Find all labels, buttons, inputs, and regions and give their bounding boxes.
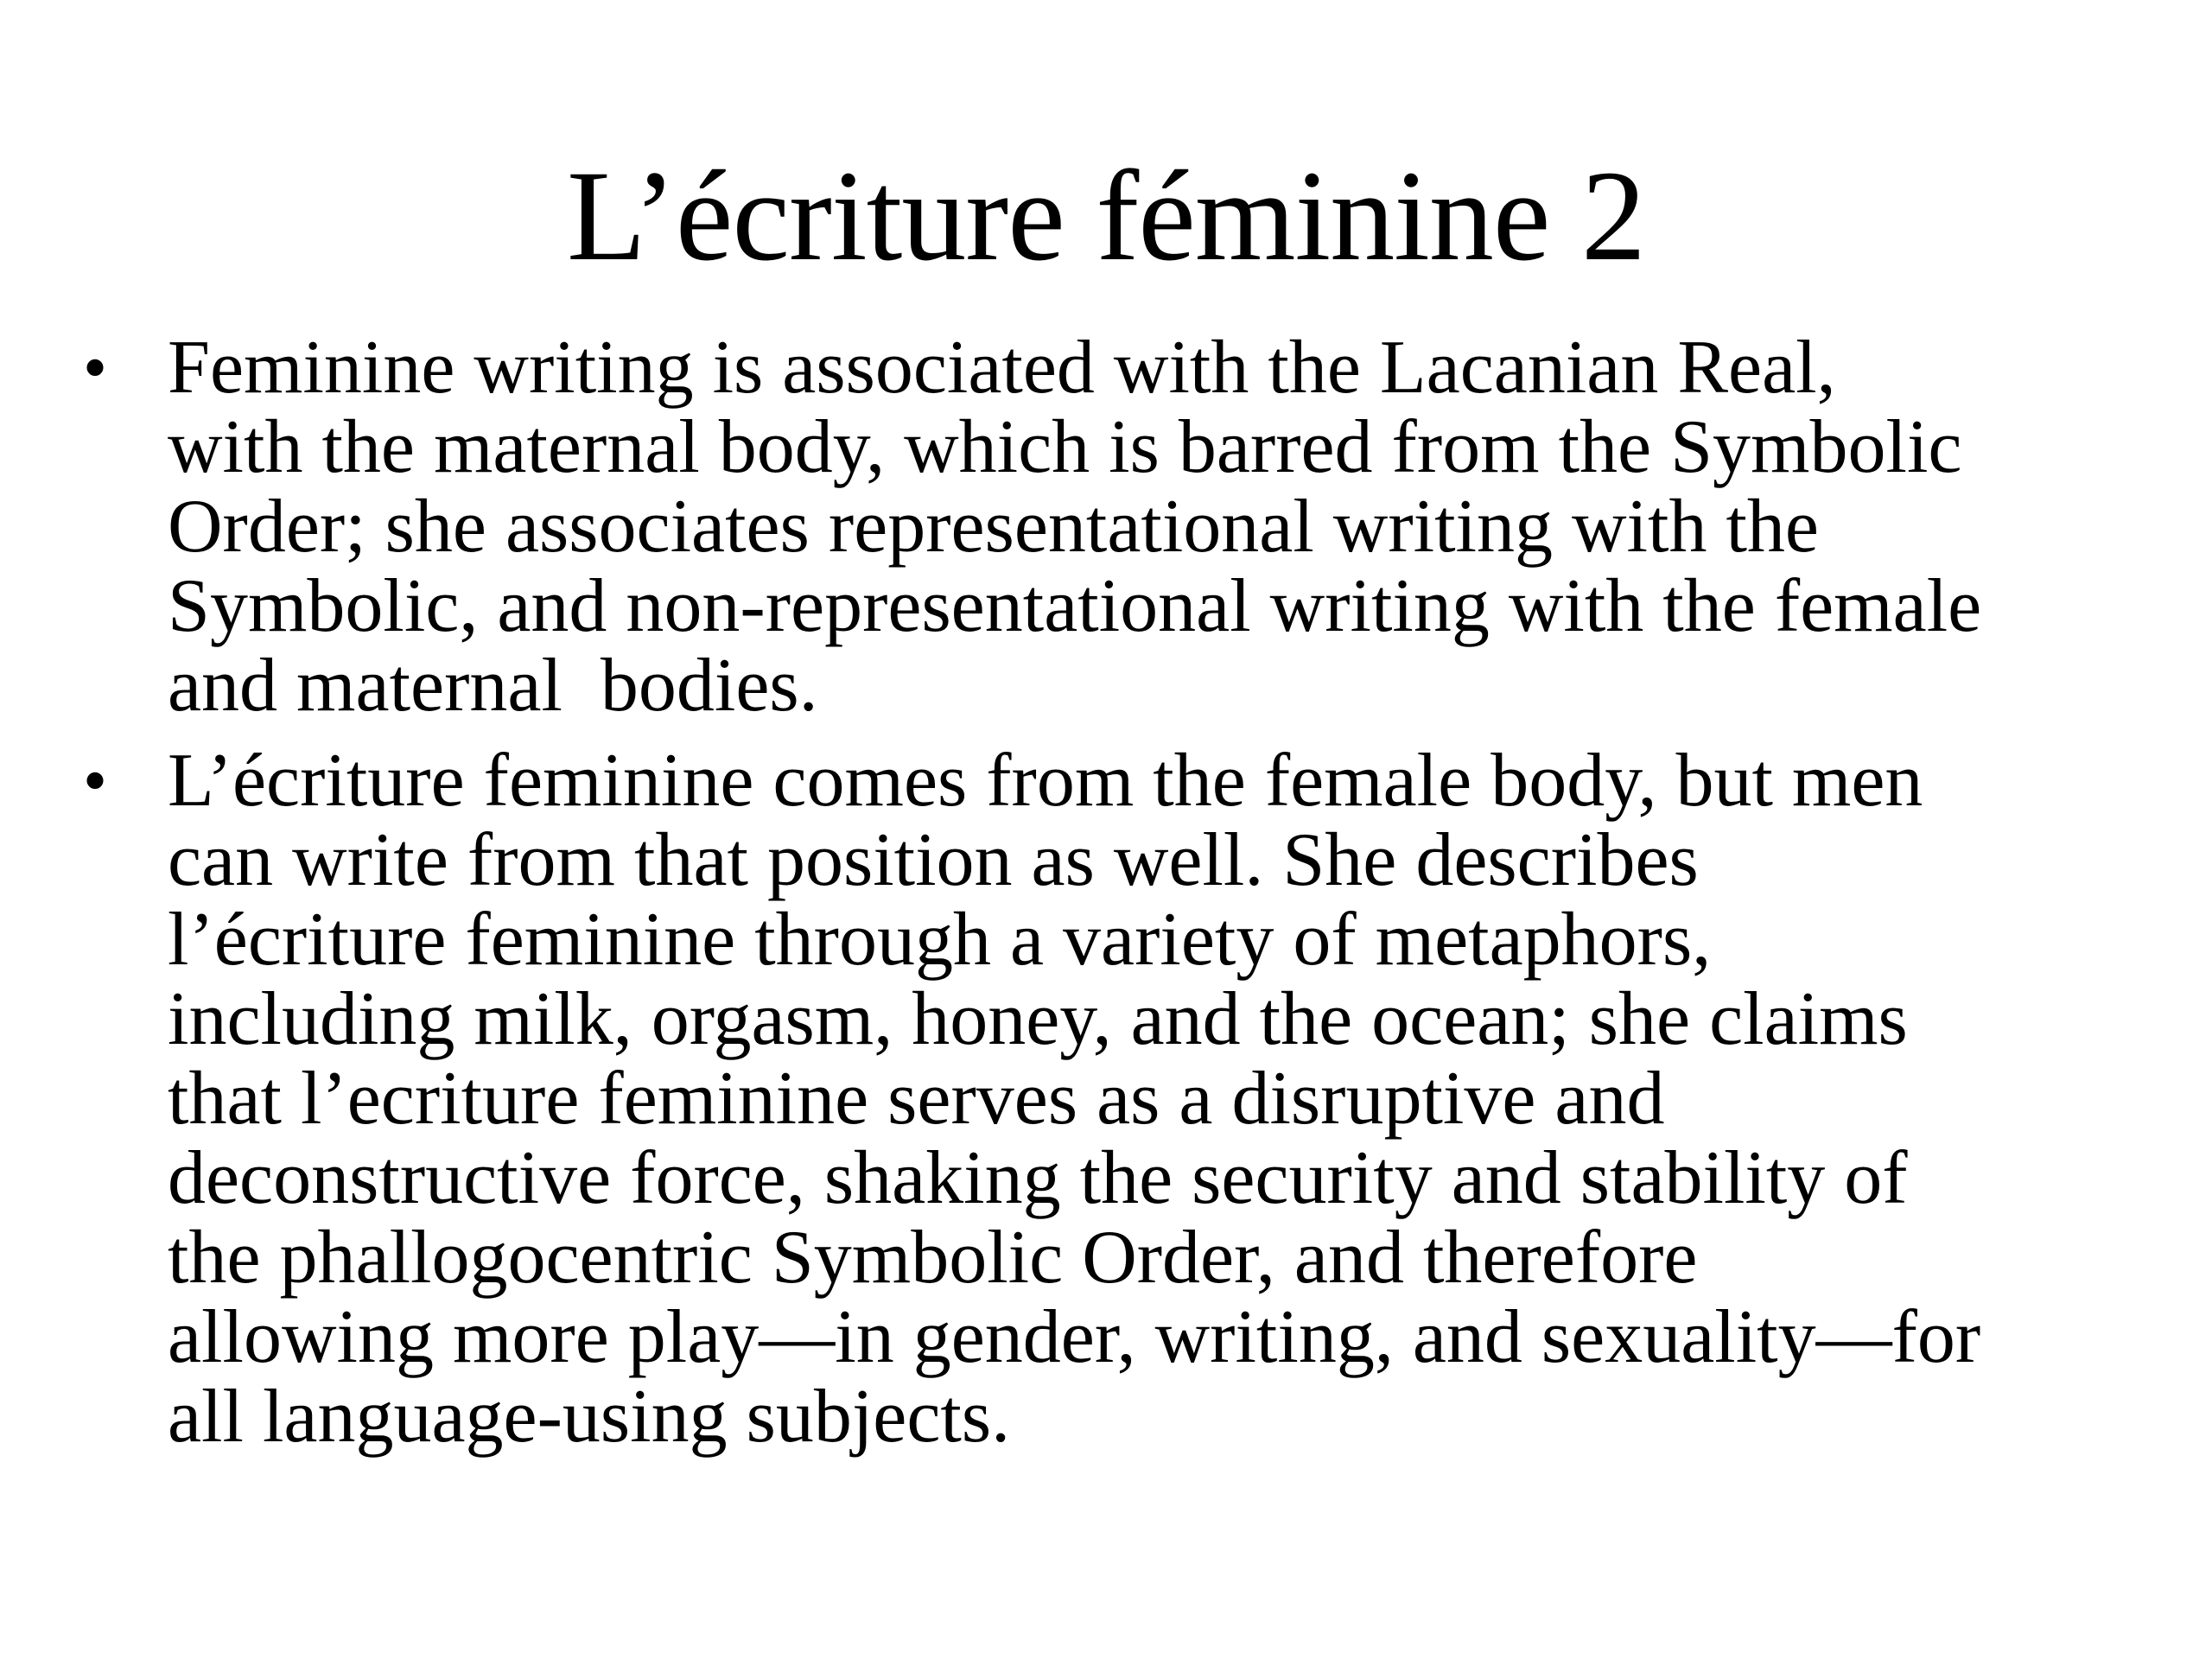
bullet-text-line: allowing more play—in gender, writing, and sexuality—for — [168, 1295, 1981, 1379]
bullet-text-line: deconstructive force, shaking the security and stability of — [168, 1136, 1908, 1220]
bullet-text-line: the phallogocentric Symbolic Order, and therefore — [168, 1216, 1698, 1300]
bullet-text-line: Symbolic, and non-representational writing with the female — [168, 564, 1982, 648]
bullet-text-line: Feminine writing is associated with the Lacanian Real, — [168, 326, 1836, 410]
bullet-text-line: that l’ecriture feminine serves as a disruptive and — [168, 1057, 1665, 1141]
bullet-item — [76, 328, 2184, 726]
bullet-text-line: and maternal bodies. — [168, 644, 818, 728]
bullet-dot-icon: • — [83, 743, 108, 819]
bullet-text-line: including milk, orgasm, honey, and the ocean; she claims — [168, 977, 1908, 1061]
bullet-dot-icon: • — [83, 330, 108, 406]
slide-title: L’écriture féminine 2 — [567, 144, 1645, 288]
bullet-item — [76, 741, 2184, 1457]
bullet-text-line: Order; she associates representational writing with the — [168, 485, 1819, 569]
bullet-text-line: with the maternal body, which is barred from the Symbolic — [168, 405, 1962, 489]
bullet-text-line: all language-using subjects. — [168, 1375, 1011, 1459]
bullet-list — [76, 328, 2184, 1472]
bullet-text-line: can write from that position as well. She describes — [168, 818, 1699, 902]
bullet-text-line: L’écriture feminine comes from the female body, but men — [168, 739, 1923, 823]
bullet-text-line: l’écriture feminine through a variety of metaphors, — [168, 898, 1712, 982]
